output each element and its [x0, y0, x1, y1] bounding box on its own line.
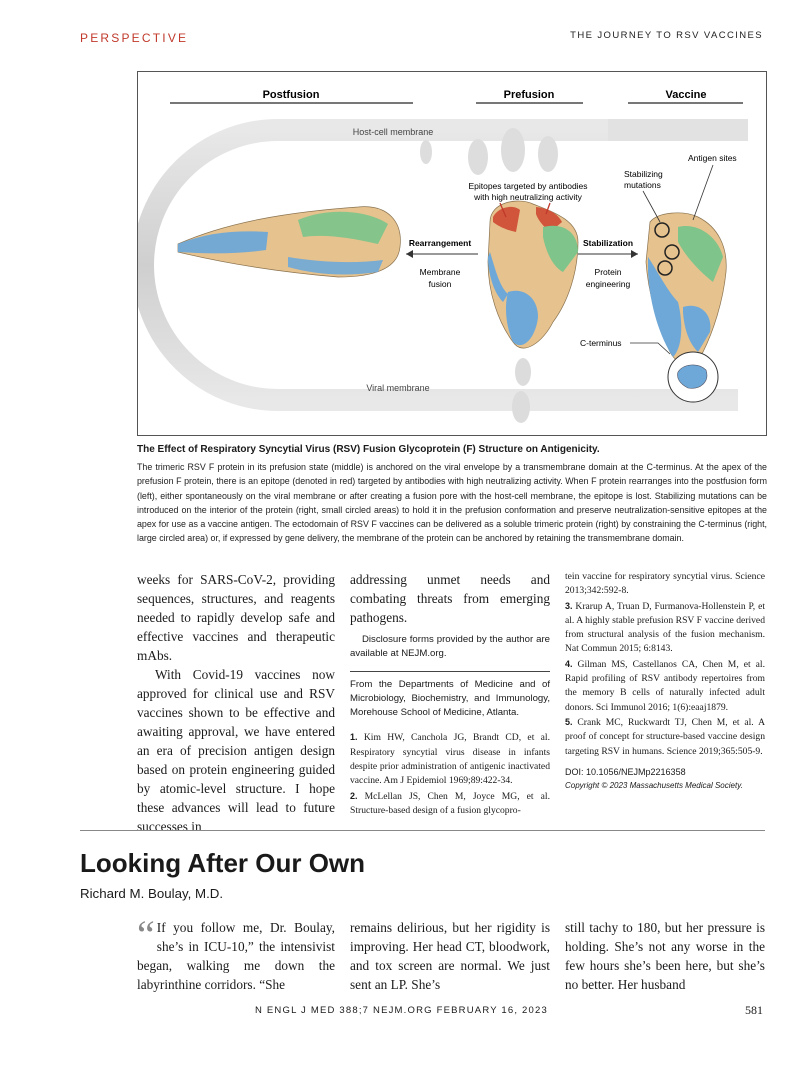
article-author: Richard M. Boulay, M.D. — [80, 886, 224, 901]
ref5-text: Crank MC, Ruckwardt TJ, Chen M, et al. A proof of concept for structure-based vaccine design targeting RSV in humans. Science 2019;365:505-9. — [565, 716, 765, 757]
ref5-number: 5. — [565, 716, 573, 727]
col-vaccine: Vaccine — [665, 89, 707, 101]
caption-body: The trimeric RSV F protein in its prefusion state (middle) is anchored on the viral envelope by a transmembrane domain at the C-terminus. At the apex of the prefusion F protein, there is an epitope (denoted in red) targeted by antibodies with high neutralizing activity. When F protein rearranges into the postfusion form (left), either spontaneously on the viral membrane or after creating a fusion pore with the host-cell membrane, the epitope is lost. Stabilizing mutations can be introduced on the interior of the protein (right, small circled areas) to hold it in the prefusion conformation and preserve neutralization-sensitive epitopes at the apex for use as a vaccine antigen. The ectodomain of RSV F vaccines can be delivered as a soluble trimeric protein (right) by constraining the C-terminus (right, large circled area) or, if expressed by gene delivery, the membrane of the protein can be anchored by retaining the transmembrane domain. — [137, 462, 767, 544]
prefusion-protein — [488, 201, 578, 348]
column-1 — [137, 570, 335, 836]
ref1-number: 1. — [350, 732, 358, 743]
column-3 — [565, 570, 765, 793]
col1-paragraph-1: weeks for SARS-CoV-2, providing sequences, structures, and reagents needed to rapidly develop safe and effective vaccines and therapeutic mAbs. — [137, 572, 335, 663]
ref2-text: McLellan JS, Chen M, Joyce MG, et al. Structure-based design of a fusion glycopro- — [350, 790, 550, 816]
rsv-f-diagram — [138, 72, 767, 436]
ref2-continued: tein vaccine for respiratory syncytial virus. Science 2013;342:592-8. — [565, 571, 765, 597]
article-title: Looking After Our Own — [80, 848, 366, 878]
ref3-number: 3. — [565, 600, 573, 611]
affiliation-rule — [350, 671, 550, 672]
ref4-number: 4. — [565, 658, 573, 669]
c-terminus-leader — [630, 343, 670, 354]
ref2-number: 2. — [350, 790, 358, 801]
antigen-sites-label: Antigen sites — [688, 153, 737, 163]
doi[interactable]: DOI: 10.1056/NEJMp2216358 — [565, 766, 686, 777]
drop-quote-mark: “ — [137, 912, 155, 957]
page-number: 581 — [745, 1003, 763, 1017]
protein-label-2: engineering — [585, 279, 631, 289]
stabilization-label: Stabilization — [582, 238, 634, 248]
article-column-1 — [137, 912, 335, 994]
ref4-text: Gilman MS, Castellanos CA, Chen M, et al. Rapid profiling of RSV antibody repertoires from the memory B cells of naturally infected adult donors. Sci Immunol 2016; 1(6):eaaj1879. — [565, 658, 765, 713]
reference-1 — [350, 730, 550, 788]
protein-label-1: Protein — [594, 267, 622, 277]
figure — [137, 71, 767, 436]
postfusion-protein — [178, 207, 400, 277]
stabilizing-label-2: mutations — [624, 180, 661, 190]
article-divider — [80, 830, 765, 831]
antigen-sites-leader — [693, 165, 713, 220]
rearrangement-label: Rearrangement — [408, 238, 472, 248]
section-label: PERSPECTIVE — [80, 31, 189, 45]
reference-4 — [565, 657, 765, 715]
rearrangement-arrowhead — [406, 250, 413, 258]
footer-citation: N ENGL J MED 388;7 NEJM.ORG FEBRUARY 16, 2023 — [255, 1005, 548, 1016]
affiliation: From the Departments of Medicine and of Microbiology, Biochemistry, and Immunology, Morehouse School of Medicine, Atlanta. — [350, 678, 550, 719]
ref3-text: Krarup A, Truan D, Furmanova-Hollenstein P, et al. A highly stable prefusion RSV F vaccine derived from structural analysis of the fusion mechanism. Nat Commun 2015; 6:8143. — [565, 600, 765, 655]
c-terminus-label: C-terminus — [580, 338, 622, 348]
host-membrane-fade — [608, 119, 748, 141]
epitopes-label-2: with high neutralizing activity — [474, 192, 582, 202]
article-column-3: still tachy to 180, but her pressure is holding. She’s not any worse in the few hours she’s been here, but she’s no better. Her husband — [565, 920, 765, 992]
reference-5 — [565, 715, 765, 759]
epitopes-label-1: Epitopes targeted by antibodies — [468, 181, 588, 191]
host-membrane-label: Host-cell membrane — [352, 127, 434, 137]
membrane-label-2: fusion — [428, 279, 452, 289]
viral-membrane-label: Viral membrane — [366, 383, 430, 393]
reference-2 — [350, 789, 550, 819]
stabilizing-leader — [643, 191, 660, 222]
disclosure: Disclosure forms provided by the author are available at NEJM.org. — [350, 634, 550, 660]
article-col1-text: If you follow me, Dr. Boulay, she’s in ICU-10,” the intensivist began, walking me down the labyrinthine corridors. “She — [137, 920, 335, 992]
col-prefusion: Prefusion — [503, 89, 555, 101]
column-2 — [350, 570, 550, 818]
col2-paragraph-1: addressing unmet needs and combating threats from emerging pathogens. — [350, 572, 550, 625]
membrane-label-1: Membrane — [419, 267, 461, 277]
ref1-text: Kim HW, Canchola JG, Brandt CD, et al. Respiratory syncytial virus disease in infants despite prior administration of antigenic inactivated vaccine. Am J Epidemiol 1969;89:422-34. — [350, 732, 551, 787]
copyright: Copyright © 2023 Massachusetts Medical Society. — [565, 781, 743, 791]
stabilization-arrowhead — [631, 250, 638, 258]
running-title: THE JOURNEY TO RSV VACCINES — [570, 30, 763, 41]
article-column-2: remains delirious, but her rigidity is improving. Her head CT, bloodwork, and tox screen are normal. We just sent an LP. She’s — [350, 920, 550, 992]
col1-paragraph-2: With Covid-19 vaccines now approved for clinical use and RSV vaccines shown to be effective and awaiting approval, we have entered an era of precision antigen design based on protein engineering guided by atomic-level structure. I hope these advances will lead to future successes in — [137, 667, 335, 834]
col-postfusion: Postfusion — [262, 89, 320, 101]
reference-3 — [565, 599, 765, 657]
stabilizing-label-1: Stabilizing — [624, 169, 663, 179]
caption-title: The Effect of Respiratory Syncytial Virus (RSV) Fusion Glycoprotein (F) Structure on Antigenicity. — [137, 444, 600, 455]
